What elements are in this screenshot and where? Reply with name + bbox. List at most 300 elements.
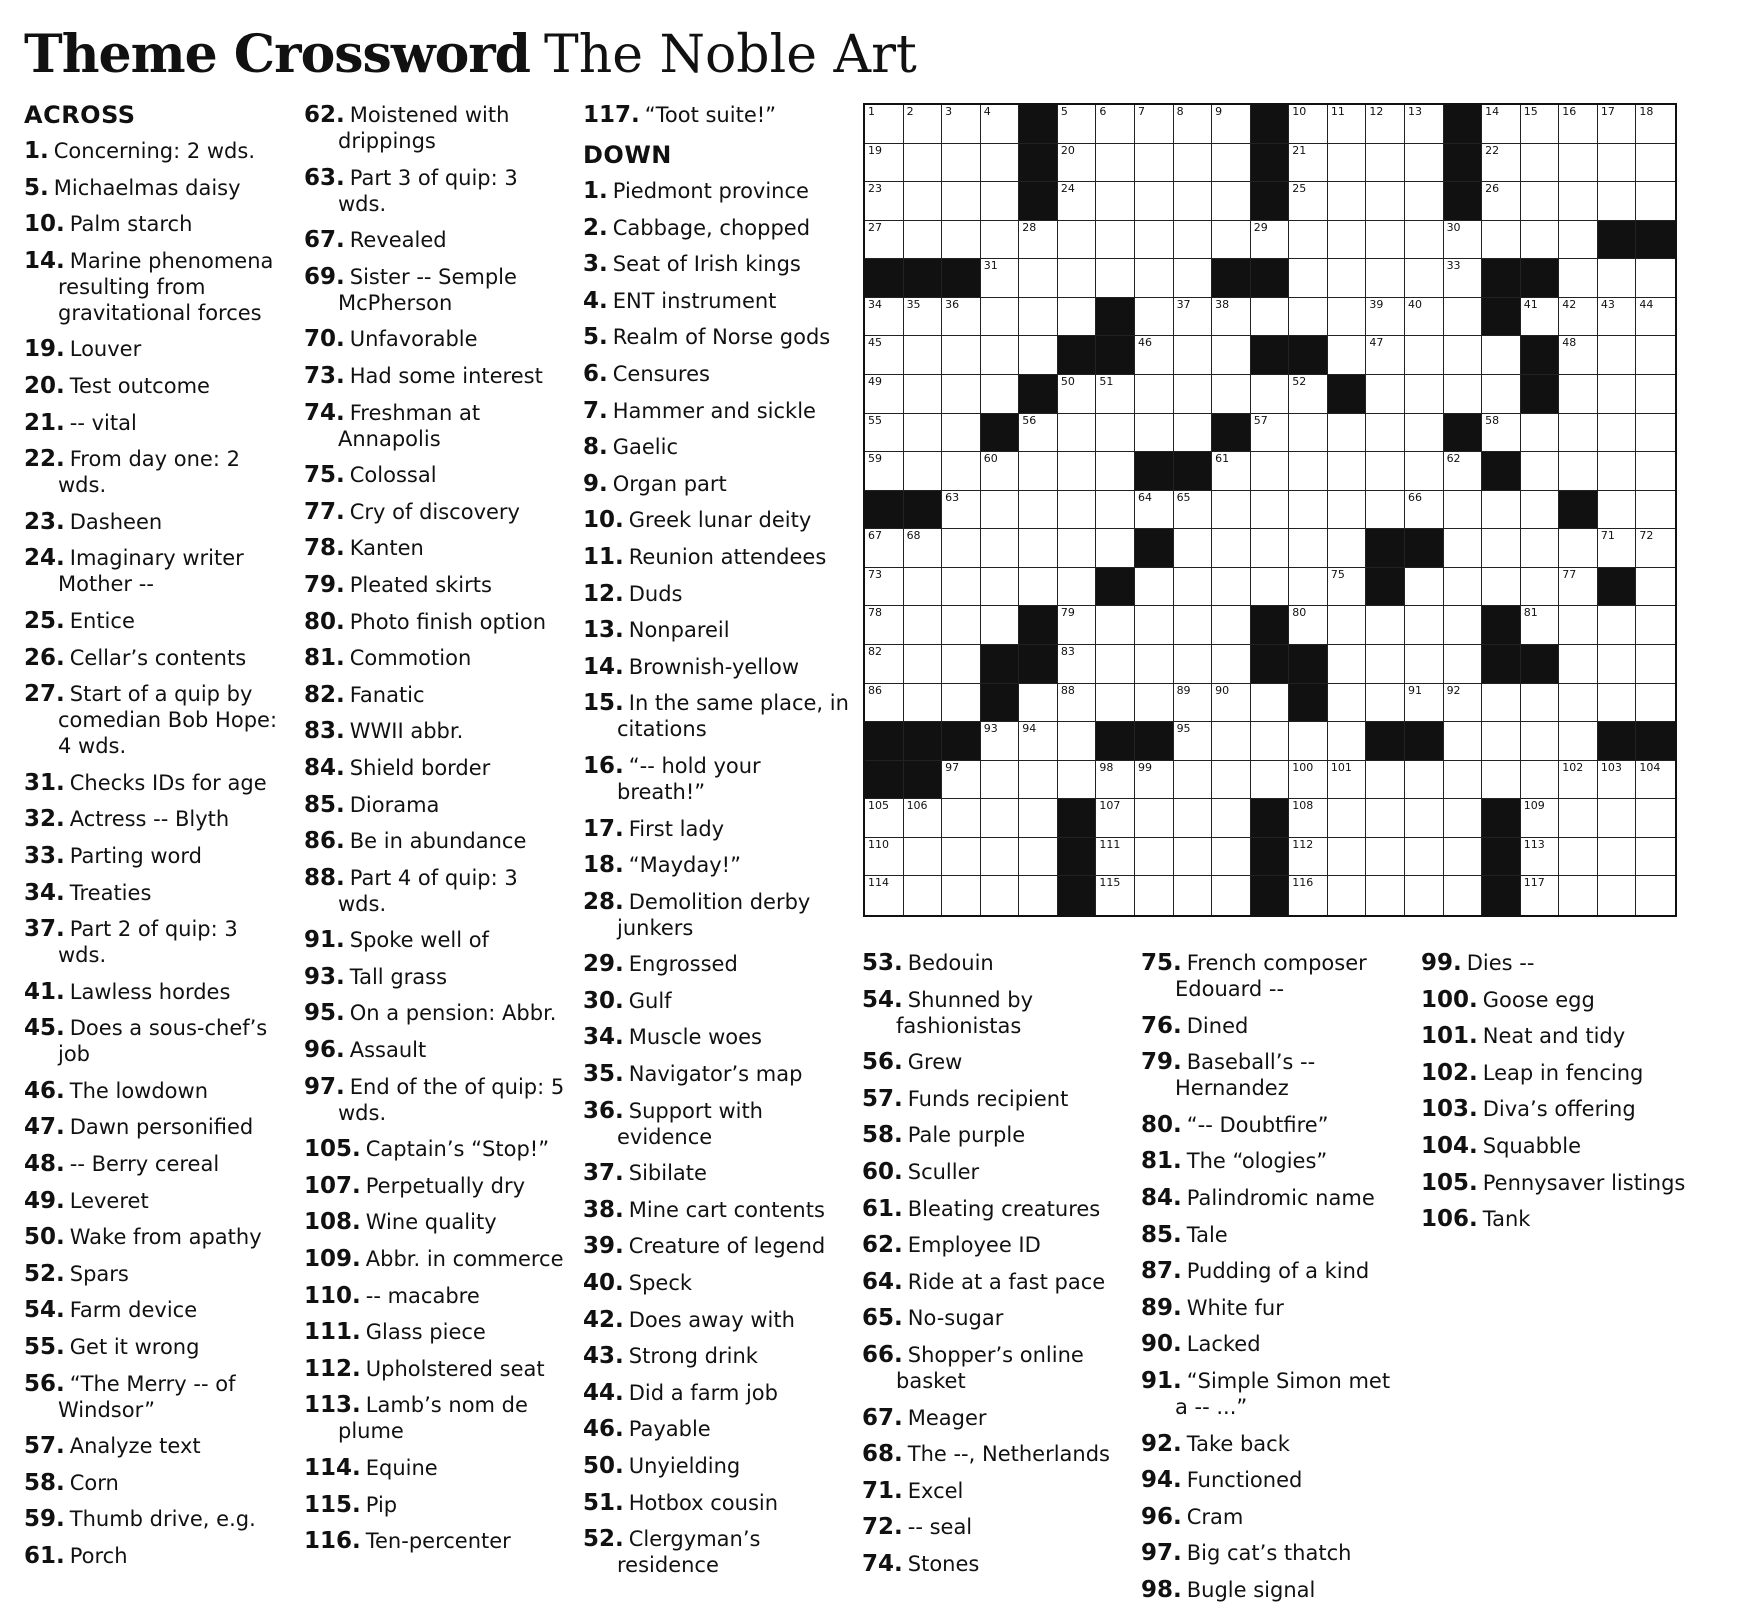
grid-cell[interactable] bbox=[1174, 799, 1213, 838]
clue[interactable] bbox=[24, 336, 286, 362]
grid-cell[interactable] bbox=[1212, 182, 1251, 221]
grid-cell[interactable] bbox=[981, 375, 1020, 414]
grid-cell[interactable] bbox=[1019, 838, 1058, 877]
grid-cell[interactable] bbox=[1444, 684, 1483, 723]
grid-cell[interactable] bbox=[1482, 761, 1521, 800]
grid-cell[interactable] bbox=[1444, 298, 1483, 337]
clue[interactable] bbox=[24, 1371, 286, 1423]
clue[interactable] bbox=[583, 951, 853, 977]
grid-cell[interactable] bbox=[1559, 336, 1598, 375]
clue[interactable] bbox=[304, 1528, 572, 1554]
grid-cell[interactable] bbox=[865, 336, 904, 375]
grid-cell[interactable] bbox=[1174, 606, 1213, 645]
grid-cell[interactable] bbox=[1328, 529, 1367, 568]
clue[interactable] bbox=[24, 211, 286, 237]
grid-cell[interactable] bbox=[1212, 529, 1251, 568]
clue[interactable] bbox=[1141, 1467, 1409, 1493]
grid-cell[interactable] bbox=[1289, 259, 1328, 298]
grid-cell[interactable] bbox=[1096, 491, 1135, 530]
clue[interactable] bbox=[583, 1380, 853, 1406]
grid-cell[interactable] bbox=[865, 568, 904, 607]
grid-cell[interactable] bbox=[1521, 722, 1560, 761]
clue[interactable] bbox=[1421, 987, 1689, 1013]
grid-cell[interactable] bbox=[1636, 838, 1675, 877]
grid-cell[interactable] bbox=[1598, 491, 1637, 530]
grid-cell[interactable] bbox=[1019, 259, 1058, 298]
grid-cell[interactable] bbox=[1174, 336, 1213, 375]
grid-cell[interactable] bbox=[865, 799, 904, 838]
grid-cell[interactable] bbox=[1366, 838, 1405, 877]
clue[interactable] bbox=[583, 398, 853, 424]
clue[interactable] bbox=[1141, 1331, 1409, 1357]
clue[interactable] bbox=[304, 165, 572, 217]
grid-cell[interactable] bbox=[865, 529, 904, 568]
grid-cell[interactable] bbox=[1405, 645, 1444, 684]
grid-cell[interactable] bbox=[1096, 761, 1135, 800]
grid-cell[interactable] bbox=[1058, 568, 1097, 607]
grid-cell[interactable] bbox=[1521, 298, 1560, 337]
grid-cell[interactable] bbox=[942, 529, 981, 568]
grid-cell[interactable] bbox=[1212, 452, 1251, 491]
clue[interactable] bbox=[304, 1319, 572, 1345]
clue[interactable] bbox=[304, 499, 572, 525]
clue[interactable] bbox=[304, 1246, 572, 1272]
grid-cell[interactable] bbox=[1212, 375, 1251, 414]
clue[interactable] bbox=[583, 852, 853, 878]
grid-cell[interactable] bbox=[1058, 529, 1097, 568]
grid-cell[interactable] bbox=[1096, 799, 1135, 838]
grid-cell[interactable] bbox=[1482, 375, 1521, 414]
grid-cell[interactable] bbox=[904, 645, 943, 684]
grid-cell[interactable] bbox=[1135, 568, 1174, 607]
grid-cell[interactable] bbox=[1328, 182, 1367, 221]
clue[interactable] bbox=[1141, 1368, 1409, 1420]
grid-cell[interactable] bbox=[1058, 722, 1097, 761]
clue[interactable] bbox=[304, 1356, 572, 1382]
clue[interactable] bbox=[24, 248, 286, 326]
grid-cell[interactable] bbox=[1521, 414, 1560, 453]
grid-cell[interactable] bbox=[1174, 838, 1213, 877]
clue[interactable] bbox=[24, 770, 286, 796]
grid-cell[interactable] bbox=[1405, 298, 1444, 337]
grid-cell[interactable] bbox=[1444, 529, 1483, 568]
clue[interactable] bbox=[304, 1074, 572, 1126]
grid-cell[interactable] bbox=[1174, 105, 1213, 144]
grid-cell[interactable] bbox=[1058, 452, 1097, 491]
grid-cell[interactable] bbox=[1366, 182, 1405, 221]
grid-cell[interactable] bbox=[865, 144, 904, 183]
grid-cell[interactable] bbox=[1135, 298, 1174, 337]
grid-cell[interactable] bbox=[1174, 298, 1213, 337]
clue[interactable] bbox=[583, 1343, 853, 1369]
grid-cell[interactable] bbox=[981, 105, 1020, 144]
grid-cell[interactable] bbox=[1521, 105, 1560, 144]
clue[interactable] bbox=[1141, 1049, 1409, 1101]
grid-cell[interactable] bbox=[1405, 144, 1444, 183]
grid-cell[interactable] bbox=[1366, 144, 1405, 183]
grid-cell[interactable] bbox=[1636, 645, 1675, 684]
grid-cell[interactable] bbox=[865, 876, 904, 915]
grid-cell[interactable] bbox=[1636, 375, 1675, 414]
grid-cell[interactable] bbox=[1521, 799, 1560, 838]
grid-cell[interactable] bbox=[1636, 529, 1675, 568]
grid-cell[interactable] bbox=[1405, 182, 1444, 221]
clue[interactable] bbox=[862, 950, 1130, 976]
clue[interactable] bbox=[583, 1160, 853, 1186]
grid-cell[interactable] bbox=[904, 105, 943, 144]
grid-cell[interactable] bbox=[942, 414, 981, 453]
grid-cell[interactable] bbox=[1058, 761, 1097, 800]
grid-cell[interactable] bbox=[1444, 221, 1483, 260]
grid-cell[interactable] bbox=[1521, 876, 1560, 915]
grid-cell[interactable] bbox=[1598, 259, 1637, 298]
clue[interactable] bbox=[24, 608, 286, 634]
grid-cell[interactable] bbox=[1251, 568, 1290, 607]
grid-cell[interactable] bbox=[865, 221, 904, 260]
grid-cell[interactable] bbox=[1559, 182, 1598, 221]
grid-cell[interactable] bbox=[1366, 452, 1405, 491]
grid-cell[interactable] bbox=[1405, 761, 1444, 800]
grid-cell[interactable] bbox=[942, 298, 981, 337]
grid-cell[interactable] bbox=[1251, 684, 1290, 723]
grid-cell[interactable] bbox=[1289, 221, 1328, 260]
grid-cell[interactable] bbox=[1251, 298, 1290, 337]
clue[interactable] bbox=[304, 1392, 572, 1444]
clue[interactable] bbox=[304, 1136, 572, 1162]
grid-cell[interactable] bbox=[1019, 529, 1058, 568]
grid-cell[interactable] bbox=[981, 568, 1020, 607]
clue[interactable] bbox=[24, 979, 286, 1005]
grid-cell[interactable] bbox=[1289, 761, 1328, 800]
clue[interactable] bbox=[304, 828, 572, 854]
grid-cell[interactable] bbox=[1636, 606, 1675, 645]
grid-cell[interactable] bbox=[1444, 491, 1483, 530]
grid-cell[interactable] bbox=[1328, 144, 1367, 183]
grid-cell[interactable] bbox=[1444, 722, 1483, 761]
grid-cell[interactable] bbox=[1289, 105, 1328, 144]
grid-cell[interactable] bbox=[865, 182, 904, 221]
grid-cell[interactable] bbox=[1096, 452, 1135, 491]
clue[interactable] bbox=[24, 1261, 286, 1287]
grid-cell[interactable] bbox=[1405, 105, 1444, 144]
clue[interactable] bbox=[24, 1506, 286, 1532]
grid-cell[interactable] bbox=[1405, 491, 1444, 530]
grid-cell[interactable] bbox=[1482, 182, 1521, 221]
grid-cell[interactable] bbox=[1366, 491, 1405, 530]
grid-cell[interactable] bbox=[1019, 876, 1058, 915]
grid-cell[interactable] bbox=[1444, 568, 1483, 607]
grid-cell[interactable] bbox=[1366, 259, 1405, 298]
clue[interactable] bbox=[583, 102, 853, 128]
grid-cell[interactable] bbox=[1636, 799, 1675, 838]
grid-cell[interactable] bbox=[1096, 684, 1135, 723]
clue[interactable] bbox=[304, 682, 572, 708]
grid-cell[interactable] bbox=[904, 375, 943, 414]
grid-cell[interactable] bbox=[1521, 182, 1560, 221]
clue[interactable] bbox=[24, 681, 286, 759]
grid-cell[interactable] bbox=[1096, 221, 1135, 260]
grid-cell[interactable] bbox=[904, 606, 943, 645]
grid-cell[interactable] bbox=[1135, 606, 1174, 645]
grid-cell[interactable] bbox=[1405, 838, 1444, 877]
clue[interactable] bbox=[24, 138, 286, 164]
clue[interactable] bbox=[304, 865, 572, 917]
clue[interactable] bbox=[24, 446, 286, 498]
clue[interactable] bbox=[862, 1159, 1130, 1185]
clue[interactable] bbox=[304, 1037, 572, 1063]
grid-cell[interactable] bbox=[942, 684, 981, 723]
grid-cell[interactable] bbox=[1251, 452, 1290, 491]
clue[interactable] bbox=[304, 1173, 572, 1199]
grid-cell[interactable] bbox=[865, 684, 904, 723]
grid-cell[interactable] bbox=[1058, 375, 1097, 414]
grid-cell[interactable] bbox=[1444, 336, 1483, 375]
grid-cell[interactable] bbox=[1019, 298, 1058, 337]
grid-cell[interactable] bbox=[1058, 606, 1097, 645]
grid-cell[interactable] bbox=[1559, 298, 1598, 337]
grid-cell[interactable] bbox=[1174, 722, 1213, 761]
grid-cell[interactable] bbox=[1482, 722, 1521, 761]
grid-cell[interactable] bbox=[1559, 876, 1598, 915]
grid-cell[interactable] bbox=[1328, 684, 1367, 723]
grid-cell[interactable] bbox=[1174, 876, 1213, 915]
grid-cell[interactable] bbox=[1559, 105, 1598, 144]
grid-cell[interactable] bbox=[981, 298, 1020, 337]
clue[interactable] bbox=[862, 987, 1130, 1039]
grid-cell[interactable] bbox=[1598, 838, 1637, 877]
grid-cell[interactable] bbox=[1405, 876, 1444, 915]
grid-cell[interactable] bbox=[981, 761, 1020, 800]
grid-cell[interactable] bbox=[942, 876, 981, 915]
grid-cell[interactable] bbox=[1212, 336, 1251, 375]
clue[interactable] bbox=[583, 1061, 853, 1087]
clue[interactable] bbox=[583, 1098, 853, 1150]
grid-cell[interactable] bbox=[1135, 336, 1174, 375]
grid-cell[interactable] bbox=[942, 761, 981, 800]
grid-cell[interactable] bbox=[1559, 684, 1598, 723]
grid-cell[interactable] bbox=[1019, 799, 1058, 838]
grid-cell[interactable] bbox=[1058, 182, 1097, 221]
grid-cell[interactable] bbox=[1058, 259, 1097, 298]
clue[interactable] bbox=[24, 509, 286, 535]
clue[interactable] bbox=[24, 1334, 286, 1360]
grid-cell[interactable] bbox=[1405, 259, 1444, 298]
grid-cell[interactable] bbox=[1328, 336, 1367, 375]
grid-cell[interactable] bbox=[904, 144, 943, 183]
clue[interactable] bbox=[24, 1114, 286, 1140]
grid-cell[interactable] bbox=[1251, 529, 1290, 568]
grid-cell[interactable] bbox=[1598, 414, 1637, 453]
clue[interactable] bbox=[862, 1086, 1130, 1112]
clue[interactable] bbox=[24, 1015, 286, 1067]
grid-cell[interactable] bbox=[904, 529, 943, 568]
clue[interactable] bbox=[24, 545, 286, 597]
clue[interactable] bbox=[1421, 1023, 1689, 1049]
clue[interactable] bbox=[304, 792, 572, 818]
grid-cell[interactable] bbox=[1598, 298, 1637, 337]
grid-cell[interactable] bbox=[1598, 606, 1637, 645]
grid-cell[interactable] bbox=[1444, 838, 1483, 877]
grid-cell[interactable] bbox=[1521, 491, 1560, 530]
grid-cell[interactable] bbox=[1444, 375, 1483, 414]
clue[interactable] bbox=[24, 1188, 286, 1214]
grid-cell[interactable] bbox=[1135, 259, 1174, 298]
grid-cell[interactable] bbox=[1135, 105, 1174, 144]
grid-cell[interactable] bbox=[942, 144, 981, 183]
grid-cell[interactable] bbox=[1212, 761, 1251, 800]
clue[interactable] bbox=[304, 572, 572, 598]
grid-cell[interactable] bbox=[1328, 761, 1367, 800]
grid-cell[interactable] bbox=[904, 414, 943, 453]
clue[interactable] bbox=[304, 1283, 572, 1309]
clue[interactable] bbox=[1421, 1096, 1689, 1122]
grid-cell[interactable] bbox=[1289, 722, 1328, 761]
grid-cell[interactable] bbox=[1174, 529, 1213, 568]
grid-cell[interactable] bbox=[942, 221, 981, 260]
clue[interactable] bbox=[304, 609, 572, 635]
grid-cell[interactable] bbox=[1251, 761, 1290, 800]
clue[interactable] bbox=[24, 410, 286, 436]
clue[interactable] bbox=[24, 1224, 286, 1250]
grid-cell[interactable] bbox=[942, 452, 981, 491]
grid-cell[interactable] bbox=[1135, 182, 1174, 221]
grid-cell[interactable] bbox=[1559, 259, 1598, 298]
clue[interactable] bbox=[862, 1342, 1130, 1394]
grid-cell[interactable] bbox=[1058, 491, 1097, 530]
grid-cell[interactable] bbox=[1096, 529, 1135, 568]
grid-cell[interactable] bbox=[1289, 298, 1328, 337]
grid-cell[interactable] bbox=[1366, 645, 1405, 684]
grid-cell[interactable] bbox=[1366, 336, 1405, 375]
grid-cell[interactable] bbox=[981, 722, 1020, 761]
grid-cell[interactable] bbox=[1405, 375, 1444, 414]
clue[interactable] bbox=[304, 927, 572, 953]
grid-cell[interactable] bbox=[1212, 684, 1251, 723]
grid-cell[interactable] bbox=[1366, 221, 1405, 260]
grid-cell[interactable] bbox=[1521, 838, 1560, 877]
clue[interactable] bbox=[862, 1514, 1130, 1540]
clue[interactable] bbox=[583, 1416, 853, 1442]
grid-cell[interactable] bbox=[1289, 568, 1328, 607]
clue[interactable] bbox=[583, 361, 853, 387]
grid-cell[interactable] bbox=[1636, 182, 1675, 221]
clue[interactable] bbox=[862, 1196, 1130, 1222]
clue[interactable] bbox=[1141, 1504, 1409, 1530]
grid-cell[interactable] bbox=[1405, 221, 1444, 260]
grid-cell[interactable] bbox=[1251, 722, 1290, 761]
grid-cell[interactable] bbox=[1482, 144, 1521, 183]
clue[interactable] bbox=[862, 1122, 1130, 1148]
clue[interactable] bbox=[862, 1441, 1130, 1467]
grid-cell[interactable] bbox=[1096, 182, 1135, 221]
clue[interactable] bbox=[1421, 1060, 1689, 1086]
grid-cell[interactable] bbox=[1598, 105, 1637, 144]
grid-cell[interactable] bbox=[942, 375, 981, 414]
clue[interactable] bbox=[583, 1197, 853, 1223]
grid-cell[interactable] bbox=[1559, 838, 1598, 877]
grid-cell[interactable] bbox=[1366, 799, 1405, 838]
grid-cell[interactable] bbox=[1251, 221, 1290, 260]
grid-cell[interactable] bbox=[1366, 298, 1405, 337]
grid-cell[interactable] bbox=[1636, 336, 1675, 375]
grid-cell[interactable] bbox=[1328, 568, 1367, 607]
clue[interactable] bbox=[583, 889, 853, 941]
grid-cell[interactable] bbox=[942, 645, 981, 684]
grid-cell[interactable] bbox=[1444, 876, 1483, 915]
grid-cell[interactable] bbox=[1289, 182, 1328, 221]
grid-cell[interactable] bbox=[1058, 298, 1097, 337]
grid-cell[interactable] bbox=[1212, 645, 1251, 684]
clue[interactable] bbox=[583, 1270, 853, 1296]
clue[interactable] bbox=[24, 1543, 286, 1569]
clue[interactable] bbox=[304, 400, 572, 452]
grid-cell[interactable] bbox=[1444, 452, 1483, 491]
grid-cell[interactable] bbox=[981, 838, 1020, 877]
clue[interactable] bbox=[304, 755, 572, 781]
clue[interactable] bbox=[583, 1526, 853, 1578]
clue[interactable] bbox=[304, 227, 572, 253]
grid-cell[interactable] bbox=[942, 182, 981, 221]
clue[interactable] bbox=[24, 880, 286, 906]
clue[interactable] bbox=[304, 964, 572, 990]
grid-cell[interactable] bbox=[1559, 799, 1598, 838]
grid-cell[interactable] bbox=[1366, 414, 1405, 453]
grid-cell[interactable] bbox=[1174, 491, 1213, 530]
grid-cell[interactable] bbox=[1559, 221, 1598, 260]
clue[interactable] bbox=[304, 462, 572, 488]
grid-cell[interactable] bbox=[1251, 375, 1290, 414]
grid-cell[interactable] bbox=[1174, 645, 1213, 684]
grid-cell[interactable] bbox=[1251, 414, 1290, 453]
grid-cell[interactable] bbox=[1289, 491, 1328, 530]
clue[interactable] bbox=[862, 1405, 1130, 1431]
grid-cell[interactable] bbox=[1598, 336, 1637, 375]
grid-cell[interactable] bbox=[1405, 568, 1444, 607]
grid-cell[interactable] bbox=[1521, 221, 1560, 260]
grid-cell[interactable] bbox=[1096, 606, 1135, 645]
clue[interactable] bbox=[583, 544, 853, 570]
clue[interactable] bbox=[583, 1233, 853, 1259]
grid-cell[interactable] bbox=[981, 799, 1020, 838]
grid-cell[interactable] bbox=[1135, 221, 1174, 260]
grid-cell[interactable] bbox=[1251, 491, 1290, 530]
clue[interactable] bbox=[583, 1453, 853, 1479]
grid-cell[interactable] bbox=[1174, 684, 1213, 723]
clue[interactable] bbox=[1141, 1185, 1409, 1211]
grid-cell[interactable] bbox=[1636, 491, 1675, 530]
grid-cell[interactable] bbox=[1174, 144, 1213, 183]
grid-cell[interactable] bbox=[1135, 491, 1174, 530]
grid-cell[interactable] bbox=[904, 221, 943, 260]
clue[interactable] bbox=[1141, 1295, 1409, 1321]
grid-cell[interactable] bbox=[1096, 876, 1135, 915]
clue[interactable] bbox=[304, 326, 572, 352]
grid-cell[interactable] bbox=[1366, 876, 1405, 915]
grid-cell[interactable] bbox=[1521, 761, 1560, 800]
grid-cell[interactable] bbox=[1174, 375, 1213, 414]
grid-cell[interactable] bbox=[1058, 414, 1097, 453]
clue[interactable] bbox=[1141, 1258, 1409, 1284]
grid-cell[interactable] bbox=[1598, 799, 1637, 838]
grid-cell[interactable] bbox=[1212, 105, 1251, 144]
clue[interactable] bbox=[24, 645, 286, 671]
grid-cell[interactable] bbox=[981, 529, 1020, 568]
grid-cell[interactable] bbox=[1559, 761, 1598, 800]
clue[interactable] bbox=[583, 816, 853, 842]
grid-cell[interactable] bbox=[1328, 645, 1367, 684]
grid-cell[interactable] bbox=[1096, 375, 1135, 414]
grid-cell[interactable] bbox=[1135, 144, 1174, 183]
